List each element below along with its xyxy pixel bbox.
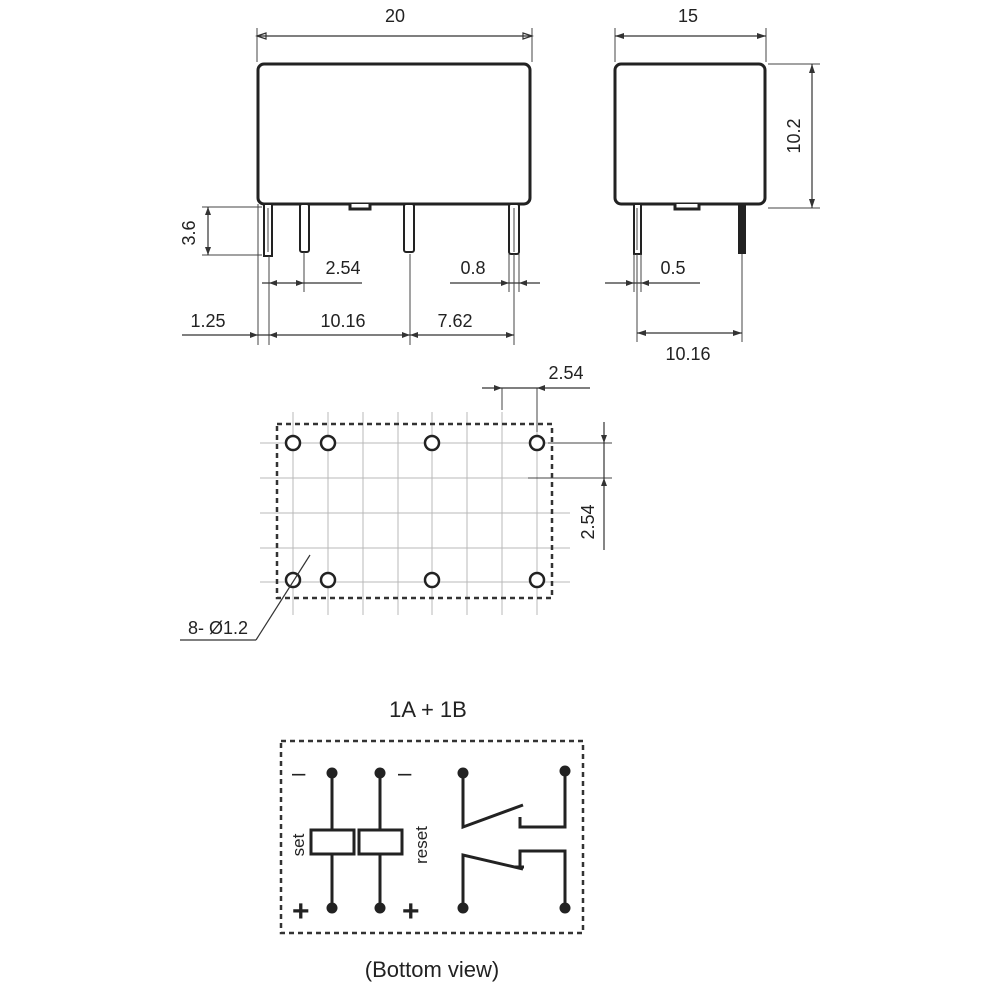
- dim-width: 20: [384, 6, 406, 26]
- side-view: [605, 6, 820, 364]
- relay-body-front: [258, 64, 530, 204]
- dim-span-right: 7.62: [437, 311, 473, 331]
- plus-left: +: [292, 895, 310, 928]
- dim-depth: 15: [677, 6, 699, 26]
- dim-row-spacing: 10.16: [665, 344, 711, 364]
- set-coil: [311, 830, 354, 854]
- dim-pitch-small: 2.54: [325, 258, 361, 278]
- pcb-grid: [260, 412, 570, 615]
- pcb-holes: [286, 436, 544, 587]
- pcb-outline: [277, 424, 552, 598]
- dim-pin-length: 3.6: [179, 220, 199, 246]
- dim-pin-thickness: 0.5: [660, 258, 686, 278]
- dim-grid-h: 2.54: [548, 363, 584, 383]
- pcb-layout: [180, 363, 612, 640]
- minus-right: –: [398, 760, 412, 787]
- relay-body-side: [615, 64, 765, 204]
- set-label: set: [289, 833, 308, 857]
- plus-right: +: [402, 895, 420, 928]
- dim-span-mid: 10.16: [320, 311, 366, 331]
- dim-pin-width: 0.8: [460, 258, 486, 278]
- hole-note: 8- Ø1.2: [187, 618, 249, 638]
- front-pins: [264, 204, 519, 256]
- bottom-view-caption: (Bottom view): [364, 957, 500, 982]
- front-view: [179, 6, 540, 345]
- schematic-title: 1A + 1B: [389, 697, 467, 722]
- minus-left: –: [292, 760, 306, 787]
- reset-coil: [359, 830, 402, 854]
- reset-label: reset: [412, 826, 431, 864]
- dim-grid-v: 2.54: [578, 504, 598, 540]
- dim-offset: 1.25: [190, 311, 226, 331]
- dim-height: 10.2: [784, 118, 804, 154]
- schematic: [281, 697, 583, 982]
